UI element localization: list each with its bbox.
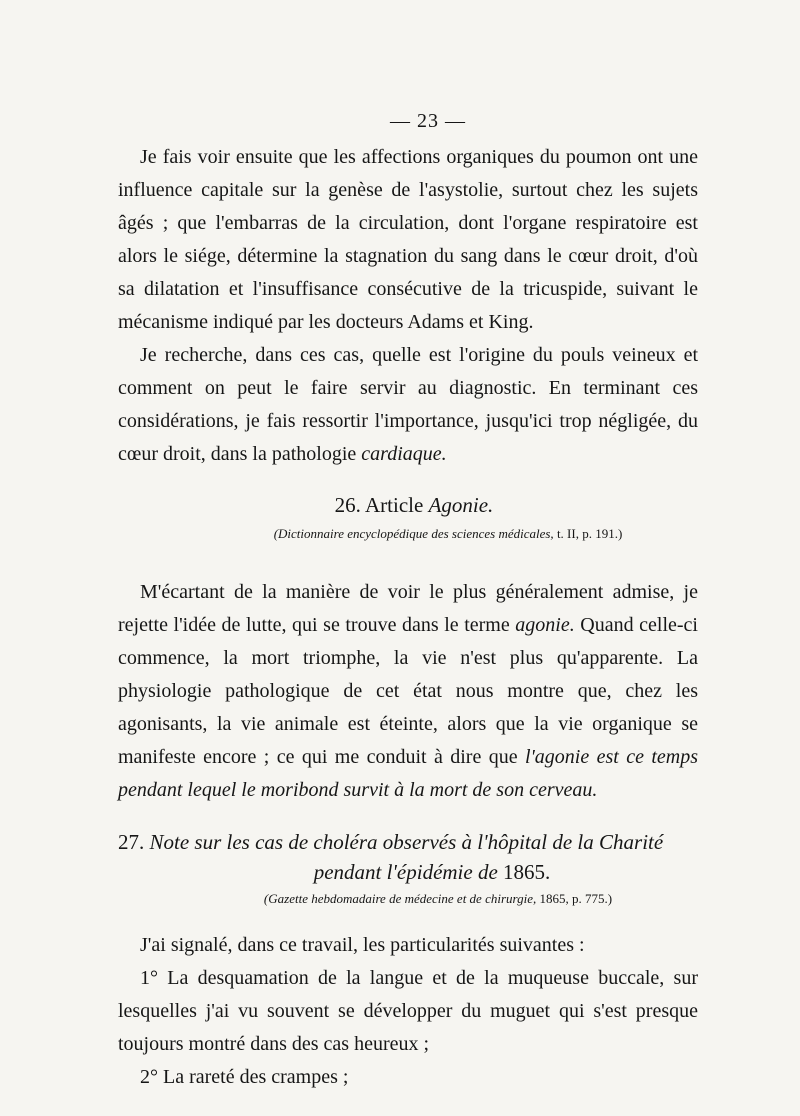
article-27-source: [118, 891, 698, 907]
paragraph-asystolie: Je fais voir ensuite que les affections organiques du poumon ont une influence capitale sur la genèse de l'asystolie, surtout chez les sujets âgés ; que l'embarras de la circulation, dont l'organe respiratoire est alors le siége, détermine la stagnation du sang dans le cœur droit, d'où sa dilatation et l'insuffisance consécutive de la tricuspide, suivant le mécanisme indiqué par les docteurs Adams et King.: [118, 146, 698, 333]
list-item-1: 1° La desquamation de la langue et de la muqueuse buccale, sur lesquelles j'ai vu souvent se développer du muguet qui s'est presque toujours montré dans des cas heureux ;: [118, 967, 698, 1055]
article-26-source-ref: t. II, p. 191.): [553, 526, 623, 541]
agonie-definition: l'agonie est ce temps pendant lequel le moribond survit à la mort de son cerveau.: [118, 746, 698, 801]
word-cardiaque: cardiaque.: [361, 443, 447, 465]
article-26-label: 26. Article: [334, 493, 429, 517]
article-27-title-line1: Note sur les cas de choléra observés à l'hôpital de la Charité: [144, 830, 664, 854]
article-26-source: [118, 526, 698, 542]
article-27-source-title: (Gazette hebdomadaire de médecine et de chirurgie,: [263, 891, 537, 906]
paragraph-pouls-veineux: [118, 339, 698, 471]
article-27-line1: [118, 827, 698, 857]
article-26-title: Agonie.: [428, 493, 494, 517]
list-item-2: 2° La rareté des crampes ;: [140, 1066, 349, 1088]
article-27-line2: [118, 857, 698, 887]
article-27-year: 1865.: [503, 860, 551, 884]
article-27-title-line2: pendant l'épidémie de: [313, 860, 504, 884]
paragraph-particularites: J'ai signalé, dans ce travail, les particularités suivantes :: [140, 934, 585, 956]
paragraph-agonie-text-a: M'écartant de la manière de voir le plus généralement admise, je rejette l'idée de lutte, qui se trouve dans le terme: [118, 581, 698, 636]
paragraph-agonie-text-b: Quand celle-ci commence, la mort triomphe, la vie n'est plus qu'apparente. La physiologie pathologique de cet état nous montre que, chez les agonisants, la vie animale est éteinte, alors que la vie organique se manifeste encore ; ce qui me conduit à dire que: [118, 614, 698, 768]
article-26-source-title: (Dictionnaire encyclopédique des sciences médicales,: [273, 526, 554, 541]
article-27-number: 27.: [118, 830, 145, 854]
word-agonie: agonie.: [515, 614, 575, 636]
page-number: — 23 —: [390, 110, 466, 132]
article-27-source-ref: 1865, p. 775.): [536, 891, 613, 906]
paragraph-pouls-veineux-text: Je recherche, dans ces cas, quelle est l'origine du pouls veineux et comment on peut le faire servir au diagnostic. En terminant ces considérations, je fais ressortir l'importance, jusqu'ici trop négligée, du cœur droit, dans la pathologie: [118, 344, 698, 465]
page-content: [118, 110, 698, 1094]
article-26-heading: [118, 493, 698, 518]
paragraph-agonie: [118, 576, 698, 807]
article-27-heading: [118, 827, 698, 887]
